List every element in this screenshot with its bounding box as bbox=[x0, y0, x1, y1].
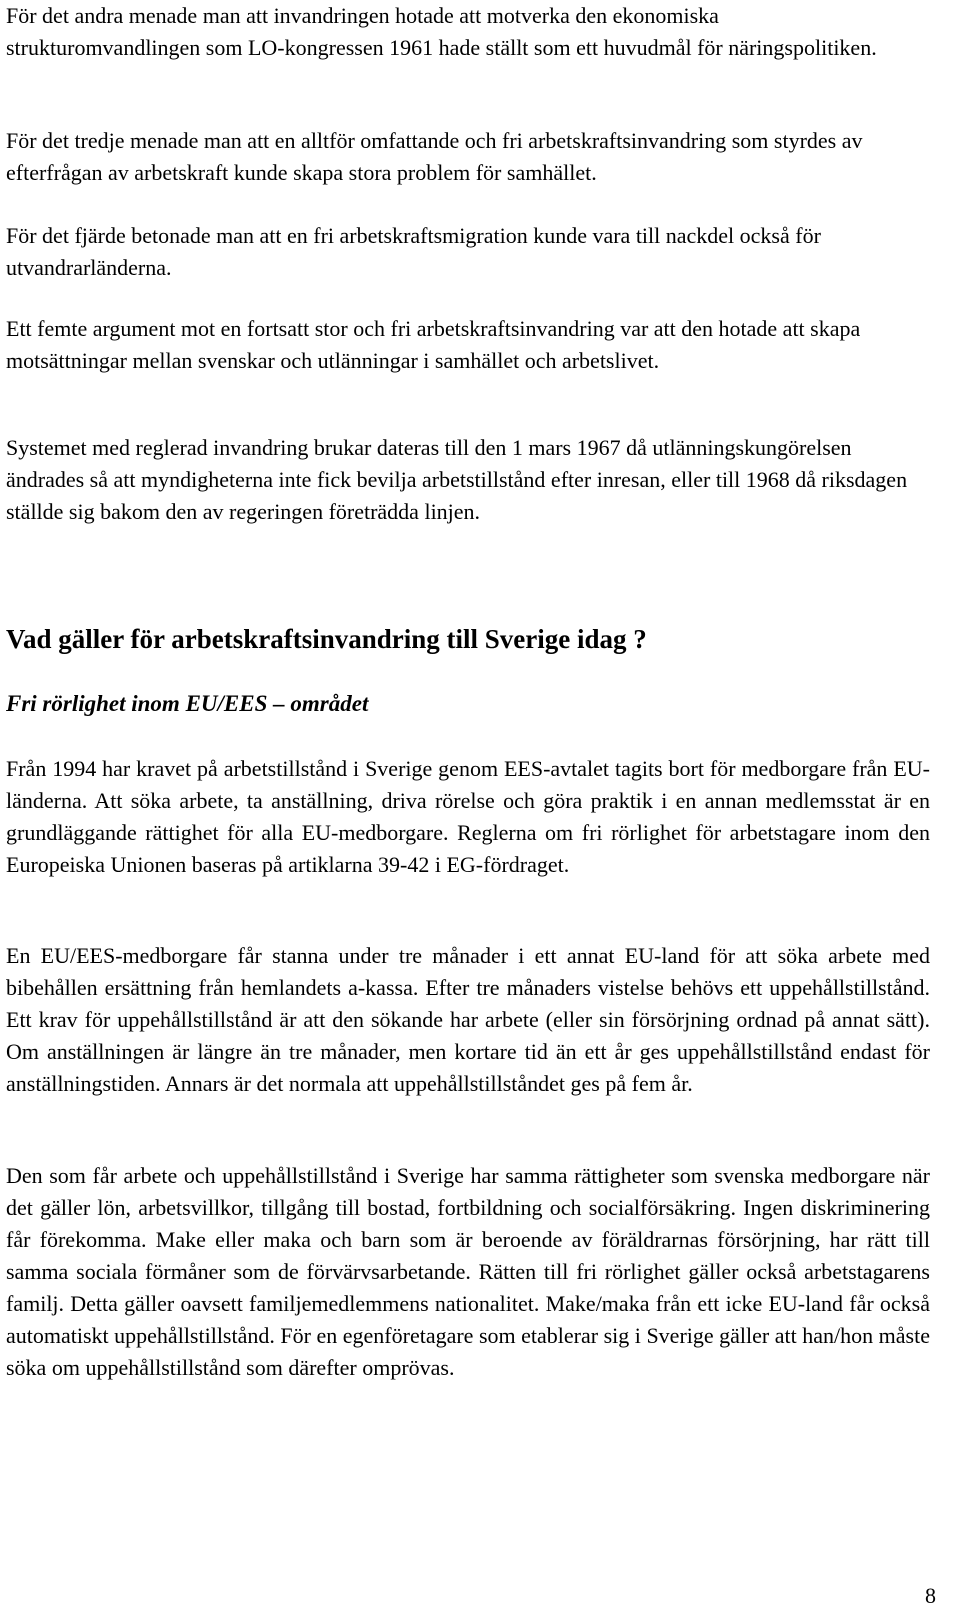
paragraph-free-movement: Från 1994 har kravet på arbetstillstånd i Sverige genom EES-avtalet tagits bort för medborgare från EU-länderna. Att söka arbete, ta anställning, driva rörelse och göra praktik i en annan medlemsstat är en grundläggande rättighet för alla EU-medborgare. Reglerna om fri rörlighet för arbetstagare inom den Europeiska Unionen baseras på artiklarna 39-42 i EG-fördraget. bbox=[6, 756, 930, 877]
paragraph-fourth-argument: För det fjärde betonade man att en fri arbetskraftsmigration kunde vara till nackdel också för utvandrarländerna. bbox=[6, 223, 821, 280]
paragraph-third-argument: För det tredje menade man att en alltför omfattande och fri arbetskraftsinvandring som styrdes av efterfrågan av arbetskraft kunde skapa stora problem för samhället. bbox=[6, 128, 863, 185]
paragraph-second-argument: För det andra menade man att invandringen hotade att motverka den ekonomiska strukturomvandlingen som LO-kongressen 1961 hade ställt som ett huvudmål för näringspolitiken. bbox=[6, 3, 877, 60]
paragraph-regulated-immigration: Systemet med reglerad invandring brukar dateras till den 1 mars 1967 då utlänningskungörelsen ändrades så att myndigheterna inte fick bevilja arbetstillstånd efter inresan, eller till 1968 då riksdagen ställde sig bakom den av regeringen företrädda linjen. bbox=[6, 435, 908, 524]
page-number: 8 bbox=[925, 1583, 936, 1608]
paragraph-rights: Den som får arbete och uppehållstillstånd i Sverige har samma rättigheter som svenska medborgare när det gäller lön, arbetsvillkor, tillgång till bostad, fortbildning och socialförsäkring. Ingen diskriminering får förekomma. Make eller maka och barn som är beroende av föräldrarnas försörjning, har rätt till samma sociala förmåner som de förvärvsarbetande. Rätten till fri rörlighet gäller också arbetstagarens familj. Detta gäller oavsett familjemedlemmens nationalitet. Make/maka från ett icke EU-land får också automatiskt uppehållstillstånd. För en egenföretagare som etablerar sig i Sverige gäller att han/hon måste söka om uppehållstillstånd som därefter omprövas. bbox=[6, 1163, 930, 1380]
section-subheading: Fri rörlighet inom EU/EES – området bbox=[6, 691, 369, 716]
paragraph-residence-permit: En EU/EES-medborgare får stanna under tre månader i ett annat EU-land för att söka arbete med bibehållen ersättning från hemlandets a-kassa. Efter tre månaders vistelse behövs ett uppehållstillstånd. Ett krav för uppehållstillstånd är att den sökande har arbete (eller sin försörjning ordnad på annat sätt). Om anställningen är längre än tre månader, men kortare tid än ett år ges uppehållstillstånd endast för anställningstiden. Annars är det normala att uppehållstillståndet ges på fem år. bbox=[6, 943, 930, 1096]
section-heading: Vad gäller för arbetskraftsinvandring till Sverige idag ? bbox=[6, 624, 647, 654]
paragraph-fifth-argument: Ett femte argument mot en fortsatt stor och fri arbetskraftsinvandring var att den hotade att skapa motsättningar mellan svenskar och utlänningar i samhället och arbetslivet. bbox=[6, 316, 861, 373]
